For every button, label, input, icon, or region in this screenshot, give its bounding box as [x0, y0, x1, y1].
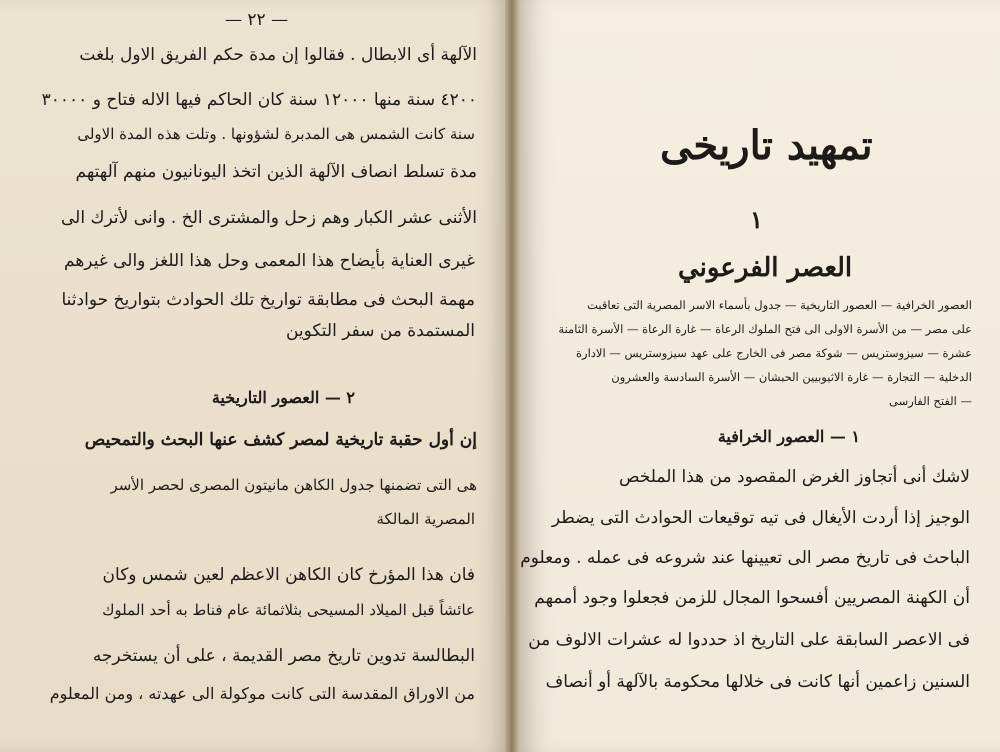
section-heading: ٢ — العصور التاريخية — [211, 388, 355, 407]
right-page — [520, 0, 1000, 752]
body-line: المصرية المالكة — [376, 510, 475, 528]
chapter-number: ١ — [750, 205, 763, 234]
body-line: هى التى تضمنها جدول الكاهن مانيتون المصرى لحصر الأسر — [110, 476, 477, 494]
summary-line: العصور الخرافية — العصور التاريخية — جدول بأسماء الاسر المصرية التى تعاقبت — [587, 298, 972, 312]
body-line: الأثنى عشر الكبار وهم زحل والمشترى الخ . وانى لأترك الى — [61, 208, 477, 228]
summary-line: الدخلية — التجارة — غارة الاثيوبيين الحبشان — الأسرة السادسة والعشرون — [611, 370, 972, 384]
chapter-title: تمهيد تاريخى — [660, 122, 873, 169]
page-number: — ٢٢ — — [225, 10, 289, 30]
section-heading: ١ — العصور الخرافية — [717, 427, 860, 446]
body-line: ٤٢٠٠ سنة منها ١٢٠٠٠ سنة كان الحاكم فيها الاله فتاح و ٣٠٠٠٠ — [41, 90, 477, 110]
era-title: العصر الفرعوني — [678, 253, 853, 283]
body-line: أن الكهنة المصريين أفسحوا المجال للزمن فجعلوا وجود أممهم — [534, 588, 970, 608]
body-line: إن أول حقبة تاريخية لمصر كشف عنها البحث والتمحيص — [84, 430, 477, 450]
body-line: الباحث فى تاريخ مصر الى تعيينها عند شروعه فى عمله . ومعلوم — [520, 548, 970, 568]
body-line: فان هذا المؤرخ كان الكاهن الاعظم لعين شمس وكان — [102, 565, 475, 585]
body-line: فى الاعصر السابقة على التاريخ اذ حددوا له عشرات الالوف من — [528, 630, 970, 650]
body-line: المستمدة من سفر التكوين — [285, 321, 475, 341]
body-line: عائشاً قبل الميلاد المسيحى بثلاثمائة عام فناط به أحد الملوك — [102, 601, 475, 619]
summary-line: عشرة — سيزوستريس — شوكة مصر فى الخارج على عهد سيزوستريس — الادارة — [576, 346, 972, 360]
body-line: الوجيز إذا أردت الأيغال فى تيه توقيعات الحوادث التى يضطر — [551, 508, 970, 528]
body-line: لاشك أنى أتجاوز الغرض المقصود من هذا الملخص — [618, 467, 970, 487]
summary-line: على مصر — من الأسرة الاولى الى فتح الملوك الرعاة — غارة الرعاة — الأسرة الثامنة — [558, 322, 972, 336]
body-line: السنين زاعمين أنها كانت فى خلالها محكومة بالآلهة أو أنصاف — [545, 672, 970, 692]
body-line: سنة كانت الشمس هى المدبرة لشؤونها . وتلت هذه المدة الاولى — [77, 125, 475, 143]
body-line: البطالسة تدوين تاريخ مصر القديمة ، على أن يستخرجه — [92, 646, 475, 666]
body-line: من الاوراق المقدسة التى كانت موكولة الى عهدته ، ومن المعلوم — [49, 684, 475, 703]
body-line: الآلهة أى الابطال . فقالوا إن مدة حكم الفريق الاول بلغت — [79, 45, 477, 65]
body-line: مهمة البحث فى مطابقة تواريخ تلك الحوادث بتواريخ حوادثنا — [61, 290, 475, 310]
summary-line: — الفتح الفارسى — [888, 394, 972, 408]
body-line: غيرى العناية بأيضاح هذا المعمى وحل هذا اللغز والى غيرهم — [64, 251, 475, 271]
body-line: مدة تسلط انصاف الآلهة الذين اتخذ اليونانيون منهم آلهتهم — [75, 162, 477, 182]
book-gutter — [505, 0, 520, 752]
